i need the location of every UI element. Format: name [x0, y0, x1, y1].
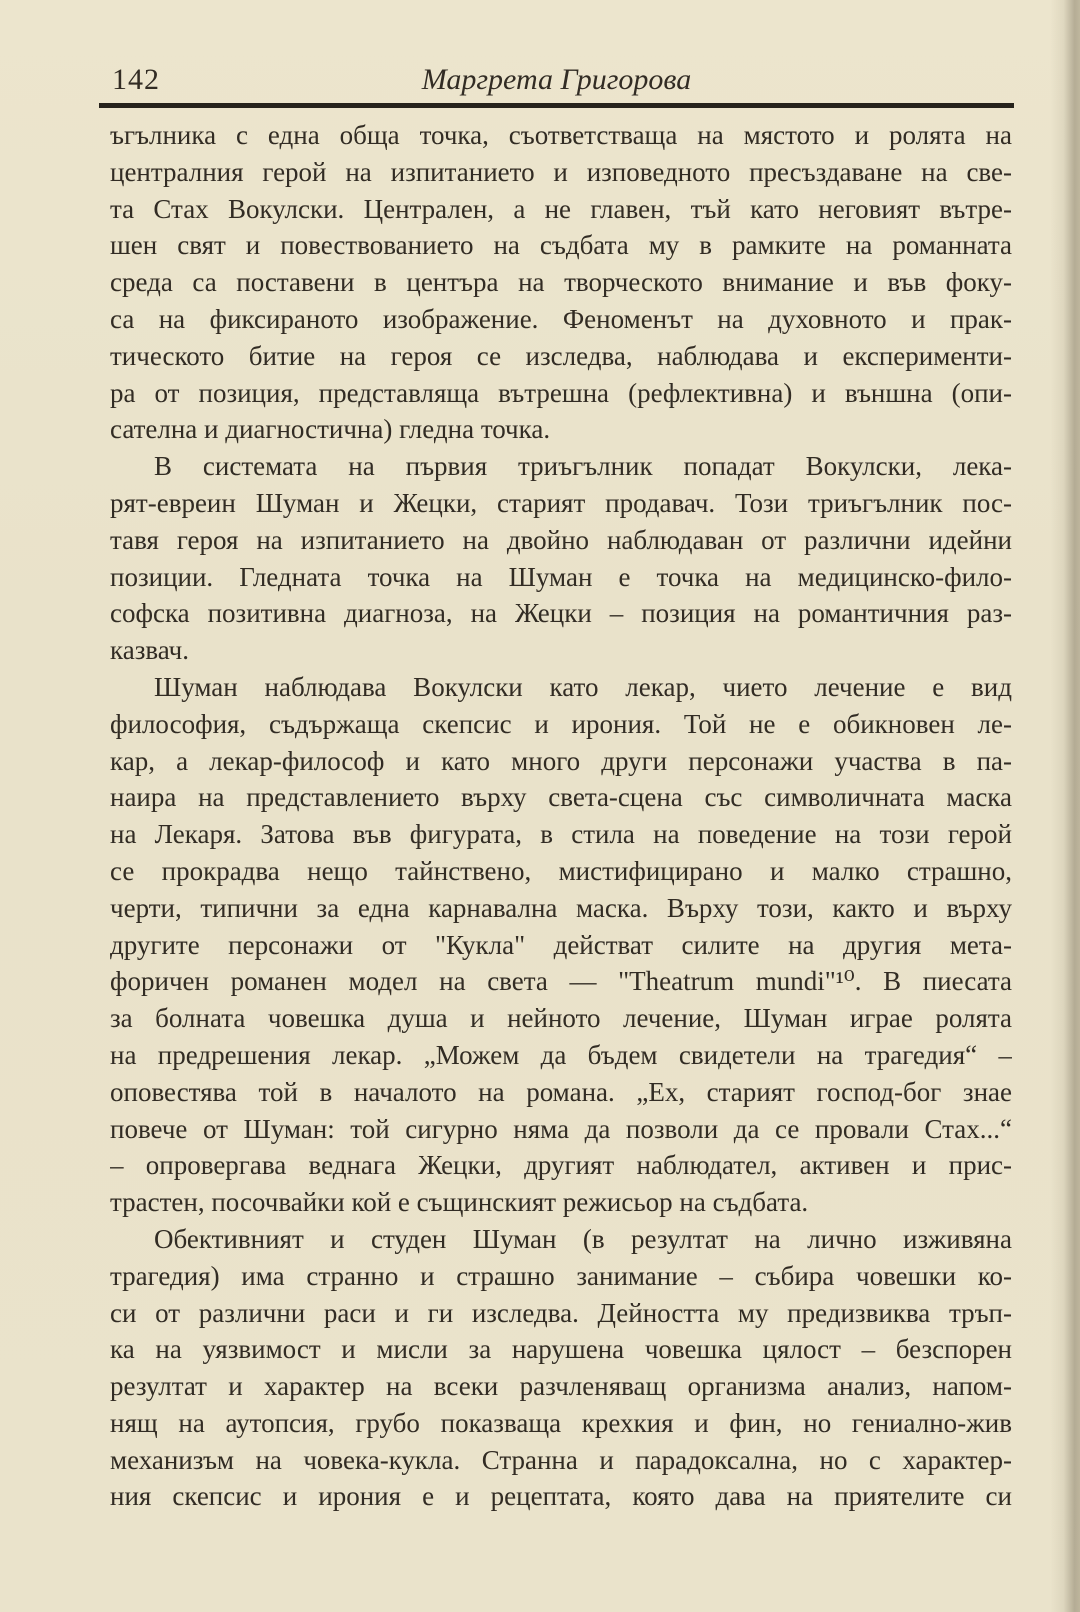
text-line: шен свят и повествованието на съдбата му в рамките на романната: [110, 230, 1012, 261]
paragraph: [110, 117, 1012, 448]
running-header: [99, 62, 1014, 108]
text-line: В системата на първия триъгълник попадат Вокулски, лека-: [154, 451, 1012, 482]
text-line: централния герой на изпитанието и изповедното пресъздаване на све-: [110, 156, 1012, 187]
text-line: черти, типични за една карнавална маска. Върху този, както и върху: [110, 892, 1012, 923]
text-line: повече от Шуман: той сигурно няма да позволи да се провали Стах...“: [110, 1113, 1012, 1144]
text-line: сателна и диагностична) гледна точка.: [110, 414, 551, 445]
text-line: ъгълника с една обща точка, съответстваща на мястото и ролята на: [110, 120, 1012, 150]
text-line: си от различни раси и ги изследва. Дейността му предизвиква тръп-: [110, 1297, 1012, 1328]
text-line: ка на уязвимост и мисли за нарушена човешка цялост – безспорен: [110, 1334, 1012, 1365]
text-line: тическото битие на героя се изследва, наблюдава и експерименти-: [110, 340, 1012, 371]
text-line: – опровергава веднага Жецки, другият наблюдател, активен и прис-: [110, 1150, 1012, 1181]
text-line: та Стах Вокулски. Централен, а не главен, тъй като неговият вътре-: [110, 193, 1012, 224]
text-line: ния скепсис и ирония е и рецептата, която дава на приятелите си: [110, 1481, 1012, 1512]
text-line: трастен, посочвайки кой е същинският режисьор на съдбата.: [110, 1187, 809, 1218]
paragraph: [110, 1221, 1012, 1515]
page-number: 142: [112, 63, 160, 96]
text-line: резултат и характер на всеки разчленяващ организма анализ, напом-: [110, 1371, 1012, 1402]
text-line: Обективният и студен Шуман (в резултат на лично изживяна: [154, 1223, 1012, 1254]
text-line: нящ на аутопсия, грубо показваща крехкия и фин, но гениално-жив: [110, 1407, 1012, 1438]
text-line: другите персонажи от "Кукла" действат силите на другия мета-: [110, 929, 1012, 960]
text-line: ра от позиция, представляща вътрешна (рефлективна) и външна (опи-: [110, 377, 1012, 408]
text-line: на предрешения лекар. „Можем да бъдем свидетели на трагедия“ –: [110, 1039, 1012, 1070]
text-line: форичен романен модел на света — "Theatrum mundi"¹⁰. В пиесата: [110, 966, 1012, 997]
text-line: на Лекаря. Затова във фигурата, в стила на поведение на този герой: [110, 819, 1012, 850]
text-line: механизъм на човека-кукла. Странна и парадоксална, но с характер-: [110, 1444, 1012, 1475]
text-line: позиции. Гледната точка на Шуман е точка на медицинско-фило-: [110, 561, 1012, 592]
text-line: рят-евреин Шуман и Жецки, старият продавач. Този триъгълник пос-: [110, 487, 1012, 518]
text-line: се прокрадва нещо тайнствено, мистифицирано и малко страшно,: [110, 855, 1012, 886]
text-line: казвач.: [110, 635, 189, 666]
text-line: Шуман наблюдава Вокулски като лекар, чието лечение е вид: [154, 671, 1012, 702]
page-edge-shadow: [1050, 0, 1080, 1612]
text-line: за болната човешка душа и нейното лечение, Шуман играе ролята: [110, 1003, 1012, 1034]
text-line: оповестява той в началото на романа. „Ех, старият господ-бог знае: [110, 1076, 1012, 1107]
text-line: трагедия) има странно и страшно занимание – събира човешки ко-: [110, 1260, 1012, 1291]
text-line: тавя героя на изпитанието на двойно наблюдаван от различни идейни: [110, 524, 1012, 555]
text-line: са на фиксираното изображение. Феноменът на духовното и прак-: [110, 303, 1012, 334]
text-line: среда са поставени в центъра на творческото внимание и във фоку-: [110, 267, 1012, 298]
text-line: наира на представлението върху света-сцена със символичната маска: [110, 782, 1012, 813]
running-head-title: Маргрета Григорова: [421, 63, 692, 96]
paragraph: [110, 448, 1012, 669]
text-line: софска позитивна диагноза, на Жецки – позиция на романтичния раз-: [110, 598, 1012, 629]
page-body: [110, 117, 1012, 1515]
text-line: философия, съдържаща скепсис и ирония. Той не е обикновен ле-: [110, 708, 1012, 739]
paragraph: [110, 669, 1012, 1221]
text-line: кар, а лекар-философ и като много други персонажи участва в па-: [110, 745, 1012, 776]
